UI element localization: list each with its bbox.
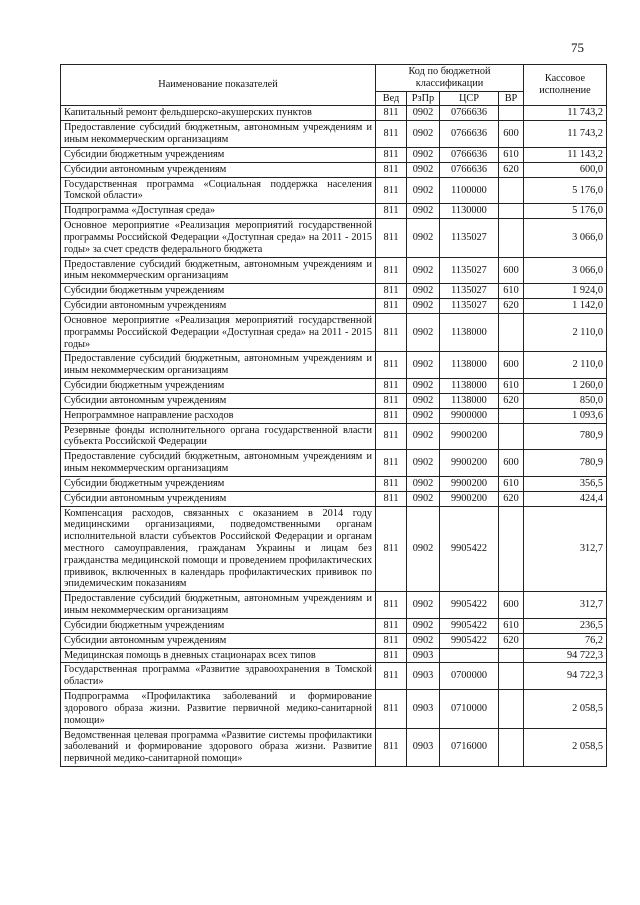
row-csr: 1138000 [440, 393, 499, 408]
row-ved: 811 [376, 379, 407, 394]
row-csr: 9905422 [440, 633, 499, 648]
row-rzpr: 0902 [407, 352, 440, 379]
table-row [61, 408, 607, 423]
row-csr: 9900200 [440, 491, 499, 506]
row-rzpr: 0902 [407, 450, 440, 477]
row-amount: 1 142,0 [524, 299, 607, 314]
row-ved: 811 [376, 728, 407, 766]
row-amount: 1 093,6 [524, 408, 607, 423]
row-amount: 1 924,0 [524, 284, 607, 299]
row-ved: 811 [376, 313, 407, 351]
table-row [61, 648, 607, 663]
row-vr: 600 [499, 121, 524, 148]
row-ved: 811 [376, 663, 407, 690]
row-ved: 811 [376, 162, 407, 177]
row-amount: 2 110,0 [524, 313, 607, 351]
row-rzpr: 0902 [407, 299, 440, 314]
row-amount: 2 058,5 [524, 690, 607, 728]
table-row [61, 204, 607, 219]
row-amount: 11 143,2 [524, 147, 607, 162]
row-rzpr: 0902 [407, 618, 440, 633]
row-amount: 780,9 [524, 450, 607, 477]
table-row [61, 121, 607, 148]
row-rzpr: 0902 [407, 257, 440, 284]
row-amount: 3 066,0 [524, 219, 607, 257]
row-csr [440, 648, 499, 663]
row-amount: 11 743,2 [524, 121, 607, 148]
row-name: Медицинская помощь в дневных стационарах всех типов [61, 648, 376, 663]
row-amount: 2 058,5 [524, 728, 607, 766]
row-amount: 236,5 [524, 618, 607, 633]
table-body [61, 106, 607, 767]
row-name: Субсидии бюджетным учреждениям [61, 618, 376, 633]
row-name: Субсидии автономным учреждениям [61, 162, 376, 177]
row-ved: 811 [376, 491, 407, 506]
row-amount: 424,4 [524, 491, 607, 506]
row-rzpr: 0902 [407, 408, 440, 423]
row-ved: 811 [376, 393, 407, 408]
row-vr: 600 [499, 450, 524, 477]
row-vr: 620 [499, 299, 524, 314]
row-ved: 811 [376, 450, 407, 477]
row-name: Субсидии бюджетным учреждениям [61, 476, 376, 491]
row-rzpr: 0902 [407, 219, 440, 257]
row-vr [499, 423, 524, 450]
row-vr: 610 [499, 476, 524, 491]
row-name: Субсидии бюджетным учреждениям [61, 147, 376, 162]
table-row [61, 663, 607, 690]
row-amount: 11 743,2 [524, 106, 607, 121]
row-rzpr: 0902 [407, 121, 440, 148]
row-csr: 1100000 [440, 177, 499, 204]
row-vr: 600 [499, 592, 524, 619]
row-csr: 9900200 [440, 450, 499, 477]
row-vr [499, 204, 524, 219]
row-vr: 600 [499, 352, 524, 379]
row-amount: 356,5 [524, 476, 607, 491]
row-vr: 620 [499, 162, 524, 177]
row-vr: 620 [499, 633, 524, 648]
row-ved: 811 [376, 423, 407, 450]
row-name: Субсидии автономным учреждениям [61, 299, 376, 314]
row-amount: 850,0 [524, 393, 607, 408]
row-vr [499, 728, 524, 766]
row-rzpr: 0902 [407, 147, 440, 162]
row-name: Ведомственная целевая программа «Развитие системы профилактики заболеваний и формирование здорового образа жизни. Развитие первичной медико-санитарной помощи» [61, 728, 376, 766]
row-csr: 9905422 [440, 592, 499, 619]
row-csr: 1135027 [440, 299, 499, 314]
row-csr: 9905422 [440, 618, 499, 633]
row-amount: 76,2 [524, 633, 607, 648]
row-rzpr: 0902 [407, 177, 440, 204]
header-rzpr: РзПр [407, 91, 440, 106]
row-csr: 1138000 [440, 313, 499, 351]
table-row [61, 147, 607, 162]
row-rzpr: 0902 [407, 423, 440, 450]
row-csr: 1138000 [440, 379, 499, 394]
header-ved: Вед [376, 91, 407, 106]
row-rzpr: 0903 [407, 663, 440, 690]
row-ved: 811 [376, 648, 407, 663]
table-row [61, 257, 607, 284]
row-rzpr: 0902 [407, 106, 440, 121]
header-vr: ВР [499, 91, 524, 106]
row-rzpr: 0902 [407, 204, 440, 219]
row-vr [499, 690, 524, 728]
table-row [61, 728, 607, 766]
row-ved: 811 [376, 284, 407, 299]
row-name: Предоставление субсидий бюджетным, автономным учреждениям и иным некоммерческим организациям [61, 592, 376, 619]
row-csr: 0716000 [440, 728, 499, 766]
row-rzpr: 0902 [407, 393, 440, 408]
budget-table [60, 64, 607, 767]
table-row [61, 177, 607, 204]
row-rzpr: 0903 [407, 728, 440, 766]
row-csr: 1135027 [440, 284, 499, 299]
row-name: Резервные фонды исполнительного органа государственной власти субъекта Российской Федерации [61, 423, 376, 450]
row-vr [499, 177, 524, 204]
table-row [61, 393, 607, 408]
row-csr: 1138000 [440, 352, 499, 379]
row-name: Предоставление субсидий бюджетным, автономным учреждениям и иным некоммерческим организациям [61, 121, 376, 148]
table-row [61, 618, 607, 633]
row-vr: 610 [499, 284, 524, 299]
row-amount: 312,7 [524, 506, 607, 592]
row-vr: 620 [499, 491, 524, 506]
row-vr: 610 [499, 147, 524, 162]
row-name: Предоставление субсидий бюджетным, автономным учреждениям и иным некоммерческим организациям [61, 257, 376, 284]
row-name: Субсидии автономным учреждениям [61, 491, 376, 506]
row-ved: 811 [376, 633, 407, 648]
row-amount: 780,9 [524, 423, 607, 450]
table-row [61, 690, 607, 728]
row-vr [499, 219, 524, 257]
table-row [61, 352, 607, 379]
row-csr: 0766636 [440, 121, 499, 148]
table-row [61, 299, 607, 314]
row-name: Основное мероприятие «Реализация мероприятий государственной программы Российской Федерации «Доступная среда» на 2011 - 2015 годы» [61, 313, 376, 351]
row-ved: 811 [376, 592, 407, 619]
table-row [61, 284, 607, 299]
row-vr [499, 663, 524, 690]
row-ved: 811 [376, 121, 407, 148]
row-rzpr: 0902 [407, 592, 440, 619]
row-csr: 9900000 [440, 408, 499, 423]
row-ved: 811 [376, 618, 407, 633]
row-rzpr: 0902 [407, 491, 440, 506]
row-rzpr: 0902 [407, 506, 440, 592]
row-name: Предоставление субсидий бюджетным, автономным учреждениям и иным некоммерческим организациям [61, 352, 376, 379]
row-rzpr: 0902 [407, 476, 440, 491]
row-ved: 811 [376, 408, 407, 423]
row-amount: 312,7 [524, 592, 607, 619]
row-amount: 600,0 [524, 162, 607, 177]
row-vr [499, 506, 524, 592]
row-name: Субсидии автономным учреждениям [61, 393, 376, 408]
row-ved: 811 [376, 106, 407, 121]
table-row [61, 379, 607, 394]
row-ved: 811 [376, 257, 407, 284]
row-name: Капитальный ремонт фельдшерско-акушерских пунктов [61, 106, 376, 121]
row-name: Государственная программа «Социальная поддержка населения Томской области» [61, 177, 376, 204]
row-csr: 9900200 [440, 423, 499, 450]
row-rzpr: 0903 [407, 690, 440, 728]
row-ved: 811 [376, 204, 407, 219]
table-row [61, 633, 607, 648]
row-csr: 0700000 [440, 663, 499, 690]
header-row [61, 65, 607, 92]
row-ved: 811 [376, 147, 407, 162]
table-row [61, 219, 607, 257]
row-rzpr: 0902 [407, 162, 440, 177]
row-amount: 2 110,0 [524, 352, 607, 379]
row-vr [499, 408, 524, 423]
table-row [61, 491, 607, 506]
row-vr [499, 106, 524, 121]
table-row [61, 506, 607, 592]
row-amount: 94 722,3 [524, 663, 607, 690]
row-amount: 5 176,0 [524, 204, 607, 219]
row-name: Основное мероприятие «Реализация мероприятий государственной программы Российской Федерации «Доступная среда» на 2011 - 2015 годы» за счет средств федерального бюджета [61, 219, 376, 257]
header-csr: ЦСР [440, 91, 499, 106]
row-rzpr: 0902 [407, 379, 440, 394]
row-vr: 620 [499, 393, 524, 408]
row-name: Государственная программа «Развитие здравоохранения в Томской области» [61, 663, 376, 690]
row-ved: 811 [376, 299, 407, 314]
row-csr: 0766636 [440, 147, 499, 162]
row-name: Подпрограмма «Профилактика заболеваний и формирование здорового образа жизни. Развитие первичной медико-санитарной помощи» [61, 690, 376, 728]
header-code-group: Код по бюджетной классификации [376, 65, 524, 92]
table-row [61, 106, 607, 121]
table-row [61, 476, 607, 491]
row-name: Подпрограмма «Доступная среда» [61, 204, 376, 219]
row-name: Непрограммное направление расходов [61, 408, 376, 423]
row-rzpr: 0902 [407, 313, 440, 351]
row-rzpr: 0902 [407, 284, 440, 299]
row-ved: 811 [376, 352, 407, 379]
table-row [61, 423, 607, 450]
row-ved: 811 [376, 690, 407, 728]
row-rzpr: 0903 [407, 648, 440, 663]
row-vr: 610 [499, 618, 524, 633]
row-vr [499, 648, 524, 663]
row-csr: 0766636 [440, 106, 499, 121]
row-name: Субсидии бюджетным учреждениям [61, 379, 376, 394]
row-rzpr: 0902 [407, 633, 440, 648]
row-name: Субсидии автономным учреждениям [61, 633, 376, 648]
row-csr: 0710000 [440, 690, 499, 728]
row-vr [499, 313, 524, 351]
row-csr: 1135027 [440, 219, 499, 257]
row-amount: 94 722,3 [524, 648, 607, 663]
page-number: 75 [571, 40, 584, 55]
header-amount: Кассовое исполнение [524, 65, 607, 106]
table-row [61, 313, 607, 351]
table-row [61, 162, 607, 177]
table-row [61, 592, 607, 619]
row-ved: 811 [376, 177, 407, 204]
row-vr: 600 [499, 257, 524, 284]
row-vr: 610 [499, 379, 524, 394]
row-amount: 5 176,0 [524, 177, 607, 204]
table-row [61, 450, 607, 477]
row-name: Компенсация расходов, связанных с оказанием в 2014 году медицинскими организациями, подведомственными органам исполнительной власти субъектов Российской Федерации и органам местного самоуправления, гражданам Украины и лицам без гражданства медицинской помощи и проведением профилактических прививок, включенных в календарь профилактических прививок по эпидемическим показаниям [61, 506, 376, 592]
row-amount: 3 066,0 [524, 257, 607, 284]
row-name: Предоставление субсидий бюджетным, автономным учреждениям и иным некоммерческим организациям [61, 450, 376, 477]
row-csr: 1130000 [440, 204, 499, 219]
row-name: Субсидии бюджетным учреждениям [61, 284, 376, 299]
row-csr: 0766636 [440, 162, 499, 177]
row-ved: 811 [376, 219, 407, 257]
row-csr: 9905422 [440, 506, 499, 592]
row-amount: 1 260,0 [524, 379, 607, 394]
row-ved: 811 [376, 476, 407, 491]
row-csr: 9900200 [440, 476, 499, 491]
row-ved: 811 [376, 506, 407, 592]
row-csr: 1135027 [440, 257, 499, 284]
header-name: Наименование показателей [61, 65, 376, 106]
